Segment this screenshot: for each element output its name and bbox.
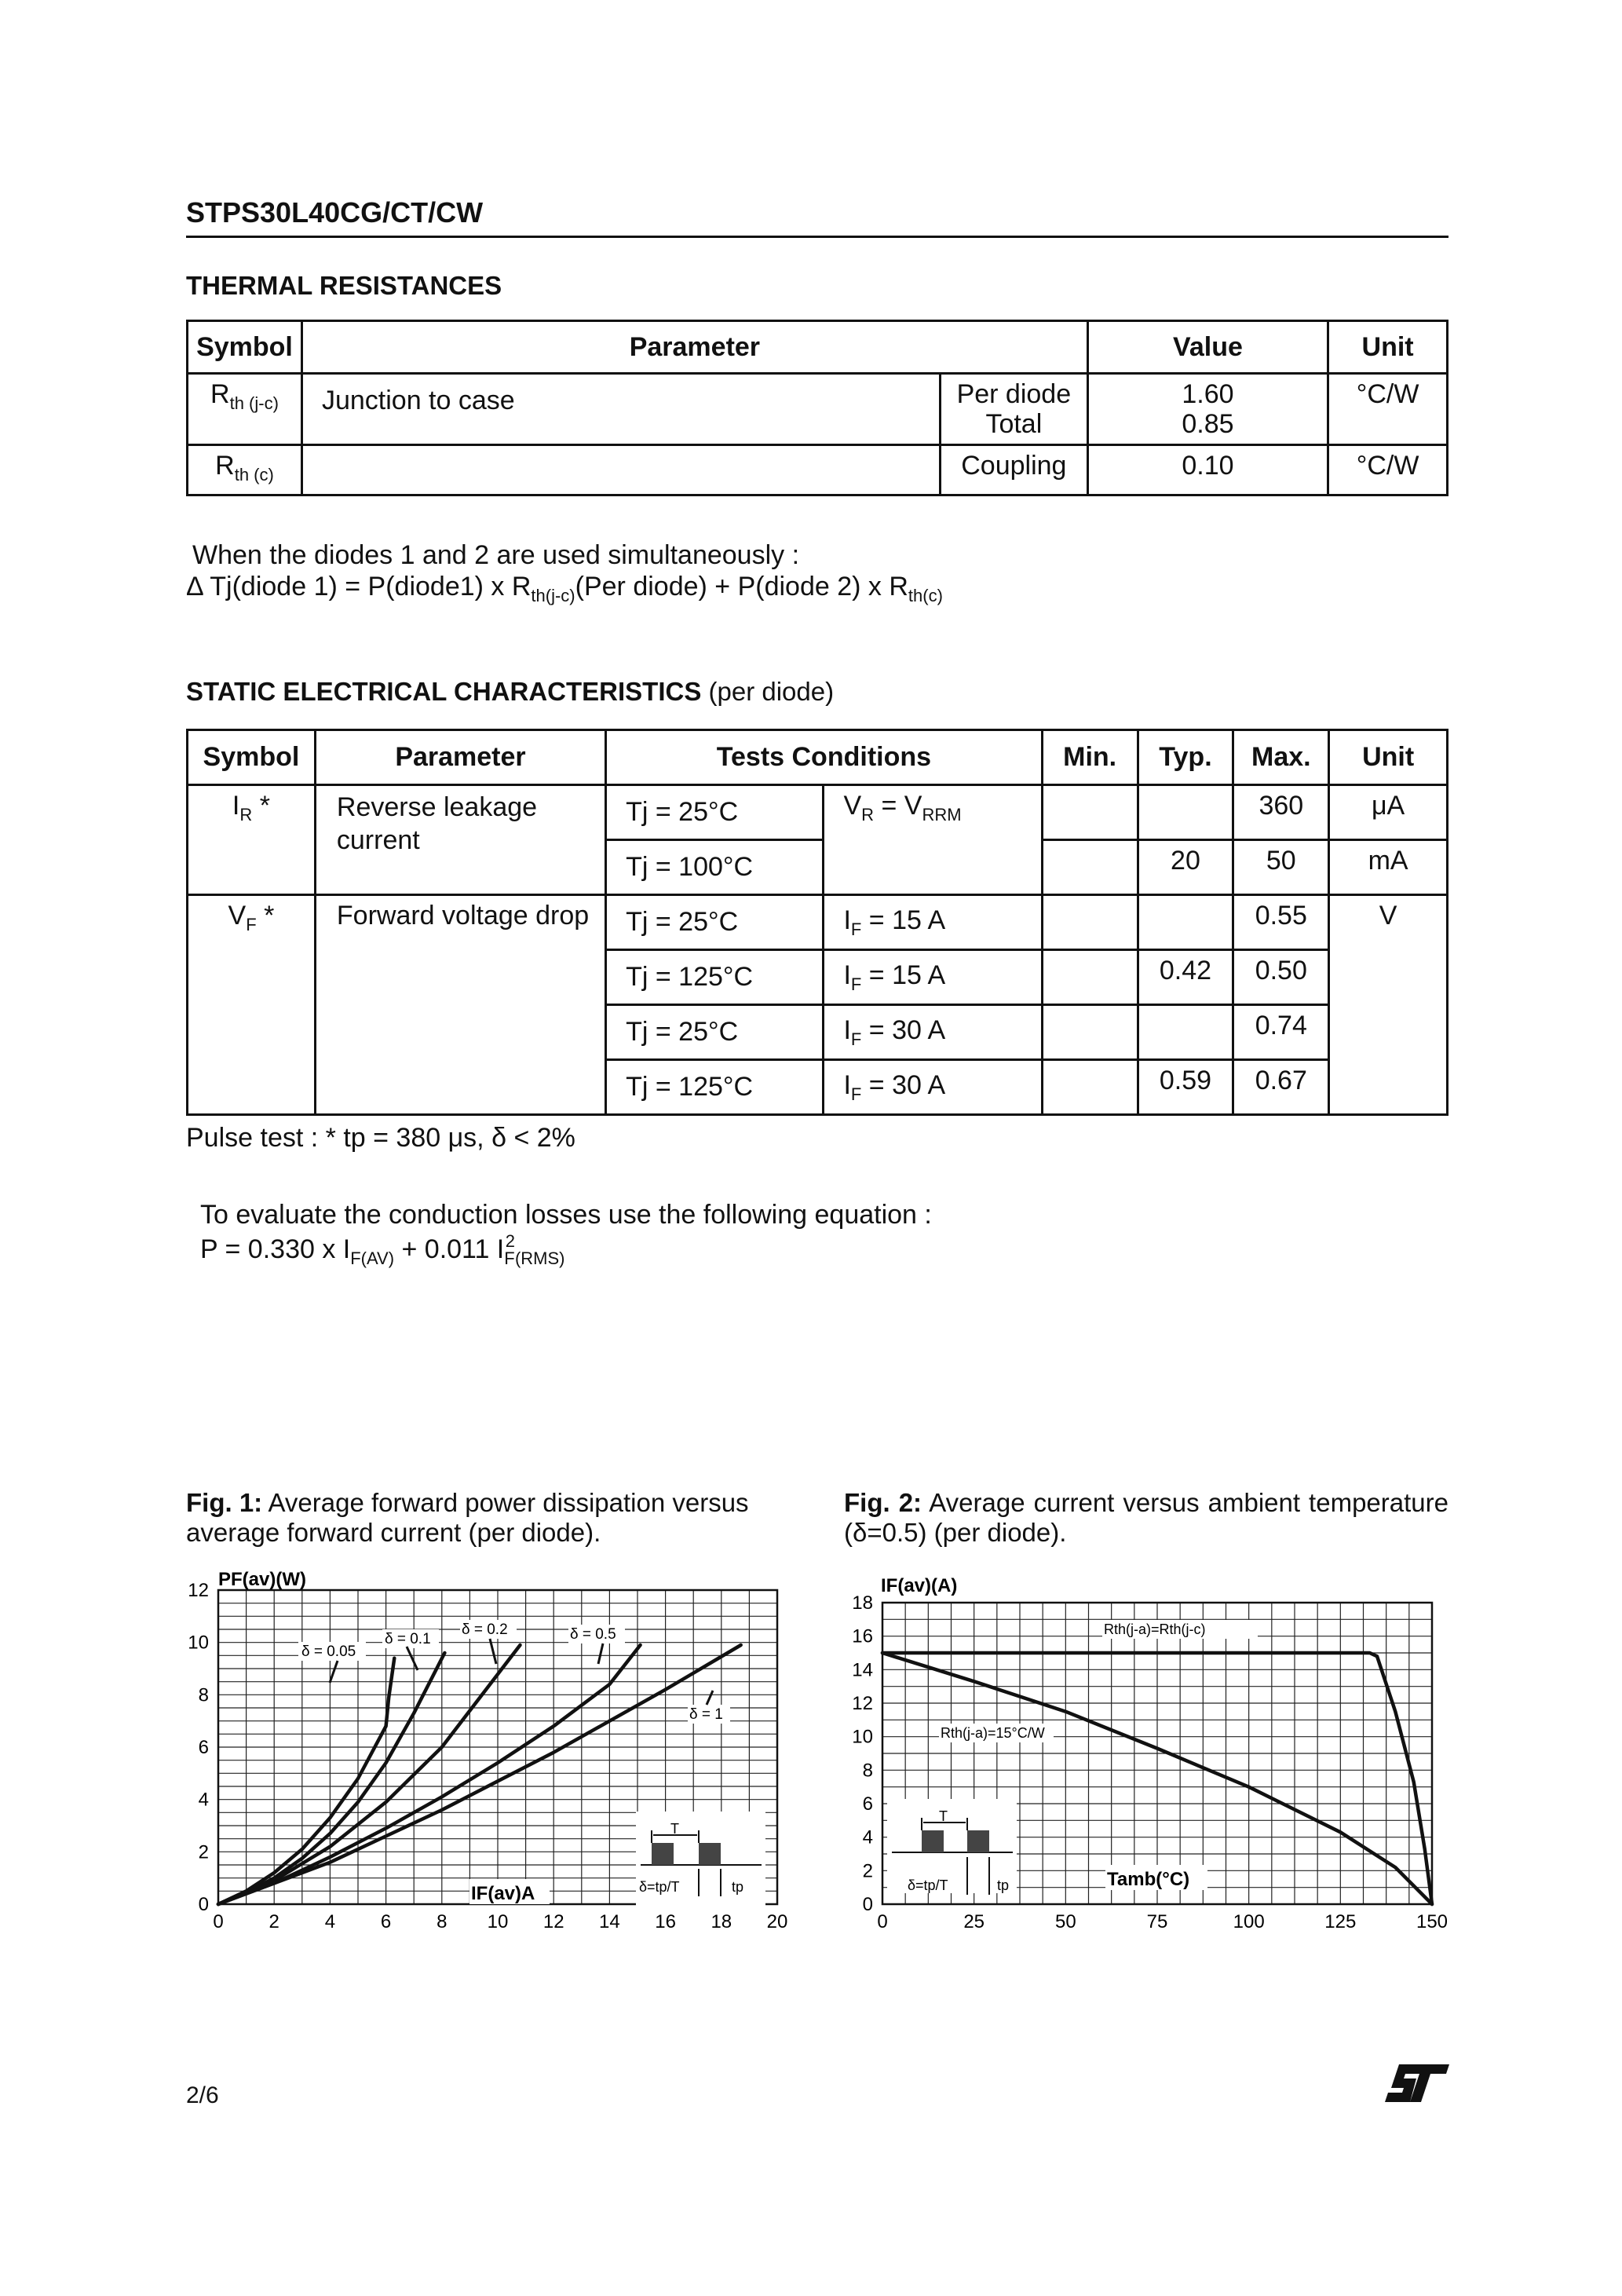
cond-tj: Tj = 25°C	[606, 1005, 824, 1060]
min-cell	[1042, 950, 1138, 1005]
col-symbol: Symbol	[188, 321, 302, 374]
fig1-xlabel: IF(av)A	[471, 1883, 535, 1904]
cond-tj: Tj = 25°C	[606, 895, 824, 950]
fig1-pulse-inset	[636, 1812, 765, 1907]
y-tick-label: 12	[852, 1693, 873, 1714]
thermal-table	[186, 320, 1448, 496]
y-tick-label: 4	[862, 1826, 873, 1848]
conduction-note: To evaluate the conduction losses use the following equation :	[200, 1200, 932, 1230]
thermal-section-title: THERMAL RESISTANCES	[186, 271, 502, 300]
x-tick-label: 10	[487, 1911, 509, 1932]
annotation-d01: δ = 0.1	[385, 1631, 431, 1647]
x-tick-label: 4	[324, 1911, 336, 1932]
col-parameter: Parameter	[315, 730, 605, 785]
col-symbol: Symbol	[188, 730, 316, 785]
unit-cell: mA	[1329, 840, 1448, 895]
y-tick-label: 14	[852, 1659, 873, 1681]
x-tick-label: 125	[1324, 1911, 1357, 1932]
max-cell: 0.55	[1233, 895, 1329, 950]
x-tick-label: 14	[599, 1911, 620, 1932]
conduction-equation: P = 0.330 x $I_{F(AV)} + 0.011$ $I_F^2_{(RMS)}$	[200, 1231, 565, 1268]
unit-cell: °C/W	[1328, 374, 1448, 445]
col-typ: Typ.	[1138, 730, 1233, 785]
cond-if: $I_F = 30$ A	[824, 1005, 1042, 1060]
cond-coupling: Coupling	[940, 445, 1087, 495]
symbol-vf: $V_F$ *	[188, 895, 316, 1115]
y-tick-label: 10	[188, 1632, 209, 1654]
typ-cell	[1138, 895, 1233, 950]
inset-tp-label: tp	[997, 1877, 1010, 1893]
col-min: Min.	[1042, 730, 1138, 785]
typ-cell: 0.59	[1138, 1060, 1233, 1115]
min-cell	[1042, 840, 1138, 895]
typ-cell	[1138, 1005, 1233, 1060]
max-cell: 0.50	[1233, 950, 1329, 1005]
y-tick-label: 6	[862, 1793, 873, 1815]
inset-T-label: T	[939, 1808, 948, 1824]
inset-delta-label: δ=tp/T	[908, 1877, 948, 1893]
x-tick-label: 100	[1233, 1911, 1265, 1932]
annotation-rth-15: Rth(j-a)=15°C/W	[941, 1725, 1045, 1741]
y-tick-label: 16	[852, 1625, 873, 1647]
fig2-chart	[832, 1567, 1460, 1951]
cond-tj: Tj = 125°C	[606, 950, 824, 1005]
typ-cell: 20	[1138, 840, 1233, 895]
x-tick-label: 6	[380, 1911, 392, 1932]
symbol-rth-jc: $R_{th (j-c)}$	[188, 374, 302, 445]
x-tick-label: 0	[877, 1911, 888, 1932]
y-tick-label: 6	[198, 1737, 209, 1758]
unit-cell: V	[1329, 895, 1448, 1115]
x-tick-label: 8	[437, 1911, 448, 1932]
cond-if: $I_F = 30$ A	[824, 1060, 1042, 1115]
y-tick-label: 0	[862, 1894, 873, 1915]
cond-vr: $V_R = V_{RRM}$	[824, 785, 1042, 895]
x-tick-label: 0	[213, 1911, 224, 1932]
cond-tj: Tj = 25°C	[606, 785, 824, 840]
logo-text: ST	[1382, 2061, 1383, 2062]
x-tick-label: 2	[269, 1911, 279, 1932]
min-cell	[1042, 785, 1138, 840]
annotation-d1: δ = 1	[689, 1706, 723, 1723]
y-tick-label: 2	[198, 1841, 209, 1863]
param-reverse-leakage: Reverse leakage current	[315, 785, 605, 895]
min-cell	[1042, 1060, 1138, 1115]
typ-cell: 0.42	[1138, 950, 1233, 1005]
fig2-xlabel: Tamb(°C)	[1107, 1869, 1190, 1890]
col-unit: Unit	[1329, 730, 1448, 785]
max-cell: 50	[1233, 840, 1329, 895]
fig1-ylabel: PF(av)(W)	[218, 1569, 306, 1590]
cond-cell: Per diode Total	[940, 374, 1087, 445]
min-cell	[1042, 895, 1138, 950]
thermal-equation: Δ Tj(diode 1) = P(diode1) x $R_{th(j-c)}(Per$ diode) + P(diode 2) x $R_{th(c)}$	[186, 572, 943, 605]
unit-cell: μA	[1329, 785, 1448, 840]
static-table	[186, 729, 1448, 1116]
typ-cell	[1138, 785, 1233, 840]
y-tick-label: 12	[188, 1580, 209, 1601]
thermal-note: When the diodes 1 and 2 are used simultaneously :	[192, 540, 800, 570]
annotation-d005: δ = 0.05	[301, 1643, 356, 1660]
x-tick-label: 12	[542, 1911, 564, 1932]
x-tick-label: 18	[711, 1911, 732, 1932]
cond-tj: Tj = 100°C	[606, 840, 824, 895]
table-row	[188, 895, 1448, 950]
col-parameter: Parameter	[301, 321, 1087, 374]
inset-tp-label: tp	[732, 1879, 744, 1895]
st-logo	[1382, 2061, 1452, 2105]
table-row	[188, 374, 1448, 445]
symbol-rth-c: $R_{th (c)}$	[188, 445, 302, 495]
inset-delta-label: δ=tp/T	[639, 1879, 680, 1895]
y-tick-label: 10	[852, 1726, 873, 1748]
document-title: STPS30L40CG/CT/CW	[186, 196, 484, 229]
min-cell	[1042, 1005, 1138, 1060]
max-cell: 0.67	[1233, 1060, 1329, 1115]
annotation-d05: δ = 0.5	[570, 1626, 616, 1643]
value-cell: 1.60 0.85	[1087, 374, 1328, 445]
param-junction-case: Junction to case	[301, 374, 940, 445]
y-tick-label: 8	[198, 1684, 209, 1706]
static-section-title: STATIC ELECTRICAL CHARACTERISTICS (per diode)	[186, 677, 835, 706]
x-tick-label: 25	[963, 1911, 985, 1932]
cond-tj: Tj = 125°C	[606, 1060, 824, 1115]
x-tick-label: 20	[766, 1911, 788, 1932]
y-tick-label: 2	[862, 1860, 873, 1882]
fig2-ylabel: IF(av)(A)	[881, 1575, 958, 1596]
table-row	[188, 445, 1448, 495]
annotation-d02: δ = 0.2	[462, 1621, 508, 1638]
col-value: Value	[1087, 321, 1328, 374]
x-tick-label: 150	[1416, 1911, 1448, 1932]
fig2-pulse-inset	[887, 1799, 1017, 1895]
fig1-chart	[173, 1567, 801, 1951]
inset-T-label: T	[670, 1821, 679, 1837]
max-cell: 360	[1233, 785, 1329, 840]
symbol-ir: $I_R$ *	[188, 785, 316, 895]
pulse-test-note: Pulse test : * tp = 380 μs, δ < 2%	[186, 1123, 575, 1153]
col-test-conditions: Tests Conditions	[606, 730, 1043, 785]
value-cell: 0.10	[1087, 445, 1328, 495]
max-cell: 0.74	[1233, 1005, 1329, 1060]
y-tick-label: 4	[198, 1789, 209, 1811]
col-max: Max.	[1233, 730, 1329, 785]
table-row	[188, 785, 1448, 840]
param-empty	[301, 445, 940, 495]
y-tick-label: 18	[852, 1592, 873, 1614]
x-tick-label: 16	[655, 1911, 676, 1932]
cond-if: $I_F = 15$ A	[824, 950, 1042, 1005]
x-tick-label: 50	[1054, 1911, 1076, 1932]
header-rule	[186, 236, 1448, 238]
y-tick-label: 8	[862, 1760, 873, 1782]
param-forward-voltage: Forward voltage drop	[315, 895, 605, 1115]
x-tick-label: 75	[1146, 1911, 1168, 1932]
fig1-caption: Fig. 1: Average forward power dissipation versus average forward current (per diode).	[186, 1488, 749, 1547]
fig2-caption: Fig. 2: Average current versus ambient temperature (δ=0.5) (per diode).	[844, 1488, 1448, 1547]
cond-if: $I_F = 15$ A	[824, 895, 1042, 950]
col-unit: Unit	[1328, 321, 1448, 374]
y-tick-label: 0	[198, 1894, 209, 1915]
annotation-rth-jc: Rth(j-a)=Rth(j-c)	[1104, 1621, 1206, 1637]
unit-cell: °C/W	[1328, 445, 1448, 495]
page-number: 2/6	[186, 2082, 219, 2108]
